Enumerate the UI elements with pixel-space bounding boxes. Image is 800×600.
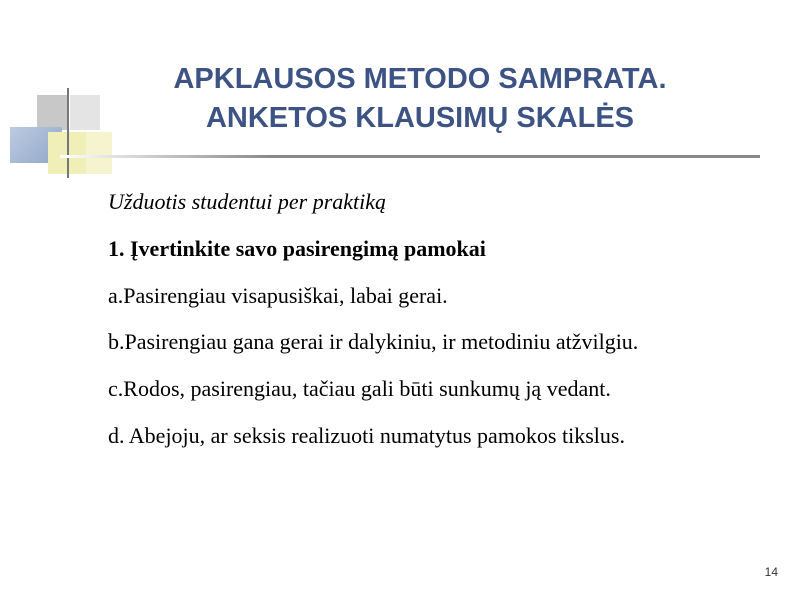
deco-vertical-line [67, 88, 69, 178]
task-subtitle: Užduotis studentui per praktiką [108, 189, 387, 214]
answer-option-c: c.Rodos, pasirengiau, tačiau gali būti sunkumų ją vedant. [108, 376, 611, 401]
deco-gray-square [37, 95, 69, 130]
page-number: 14 [764, 565, 778, 579]
title-line-1: APKLAUSOS METODO SAMPRATA. [173, 63, 667, 95]
decorative-squares [0, 0, 130, 190]
answer-option-b: b.Pasirengiau gana gerai ir dalykiniu, ir metodiniu atžvilgiu. [108, 329, 639, 354]
deco-yellow-square-2 [86, 132, 112, 174]
title-divider [60, 155, 760, 158]
answer-option-d: d. Abejoju, ar seksis realizuoti numatytus pamokos tikslus. [108, 423, 625, 448]
question-text: 1. Įvertinkite savo pasirengimą pamokai [108, 236, 486, 261]
slide-body [108, 183, 774, 465]
answer-option-a: a.Pasirengiau visapusiškai, labai gerai. [108, 283, 448, 308]
title-line-2: ANKETOS KLAUSIMŲ SKALĖS [205, 102, 635, 134]
deco-light-square [70, 95, 100, 130]
slide-title [115, 60, 725, 138]
